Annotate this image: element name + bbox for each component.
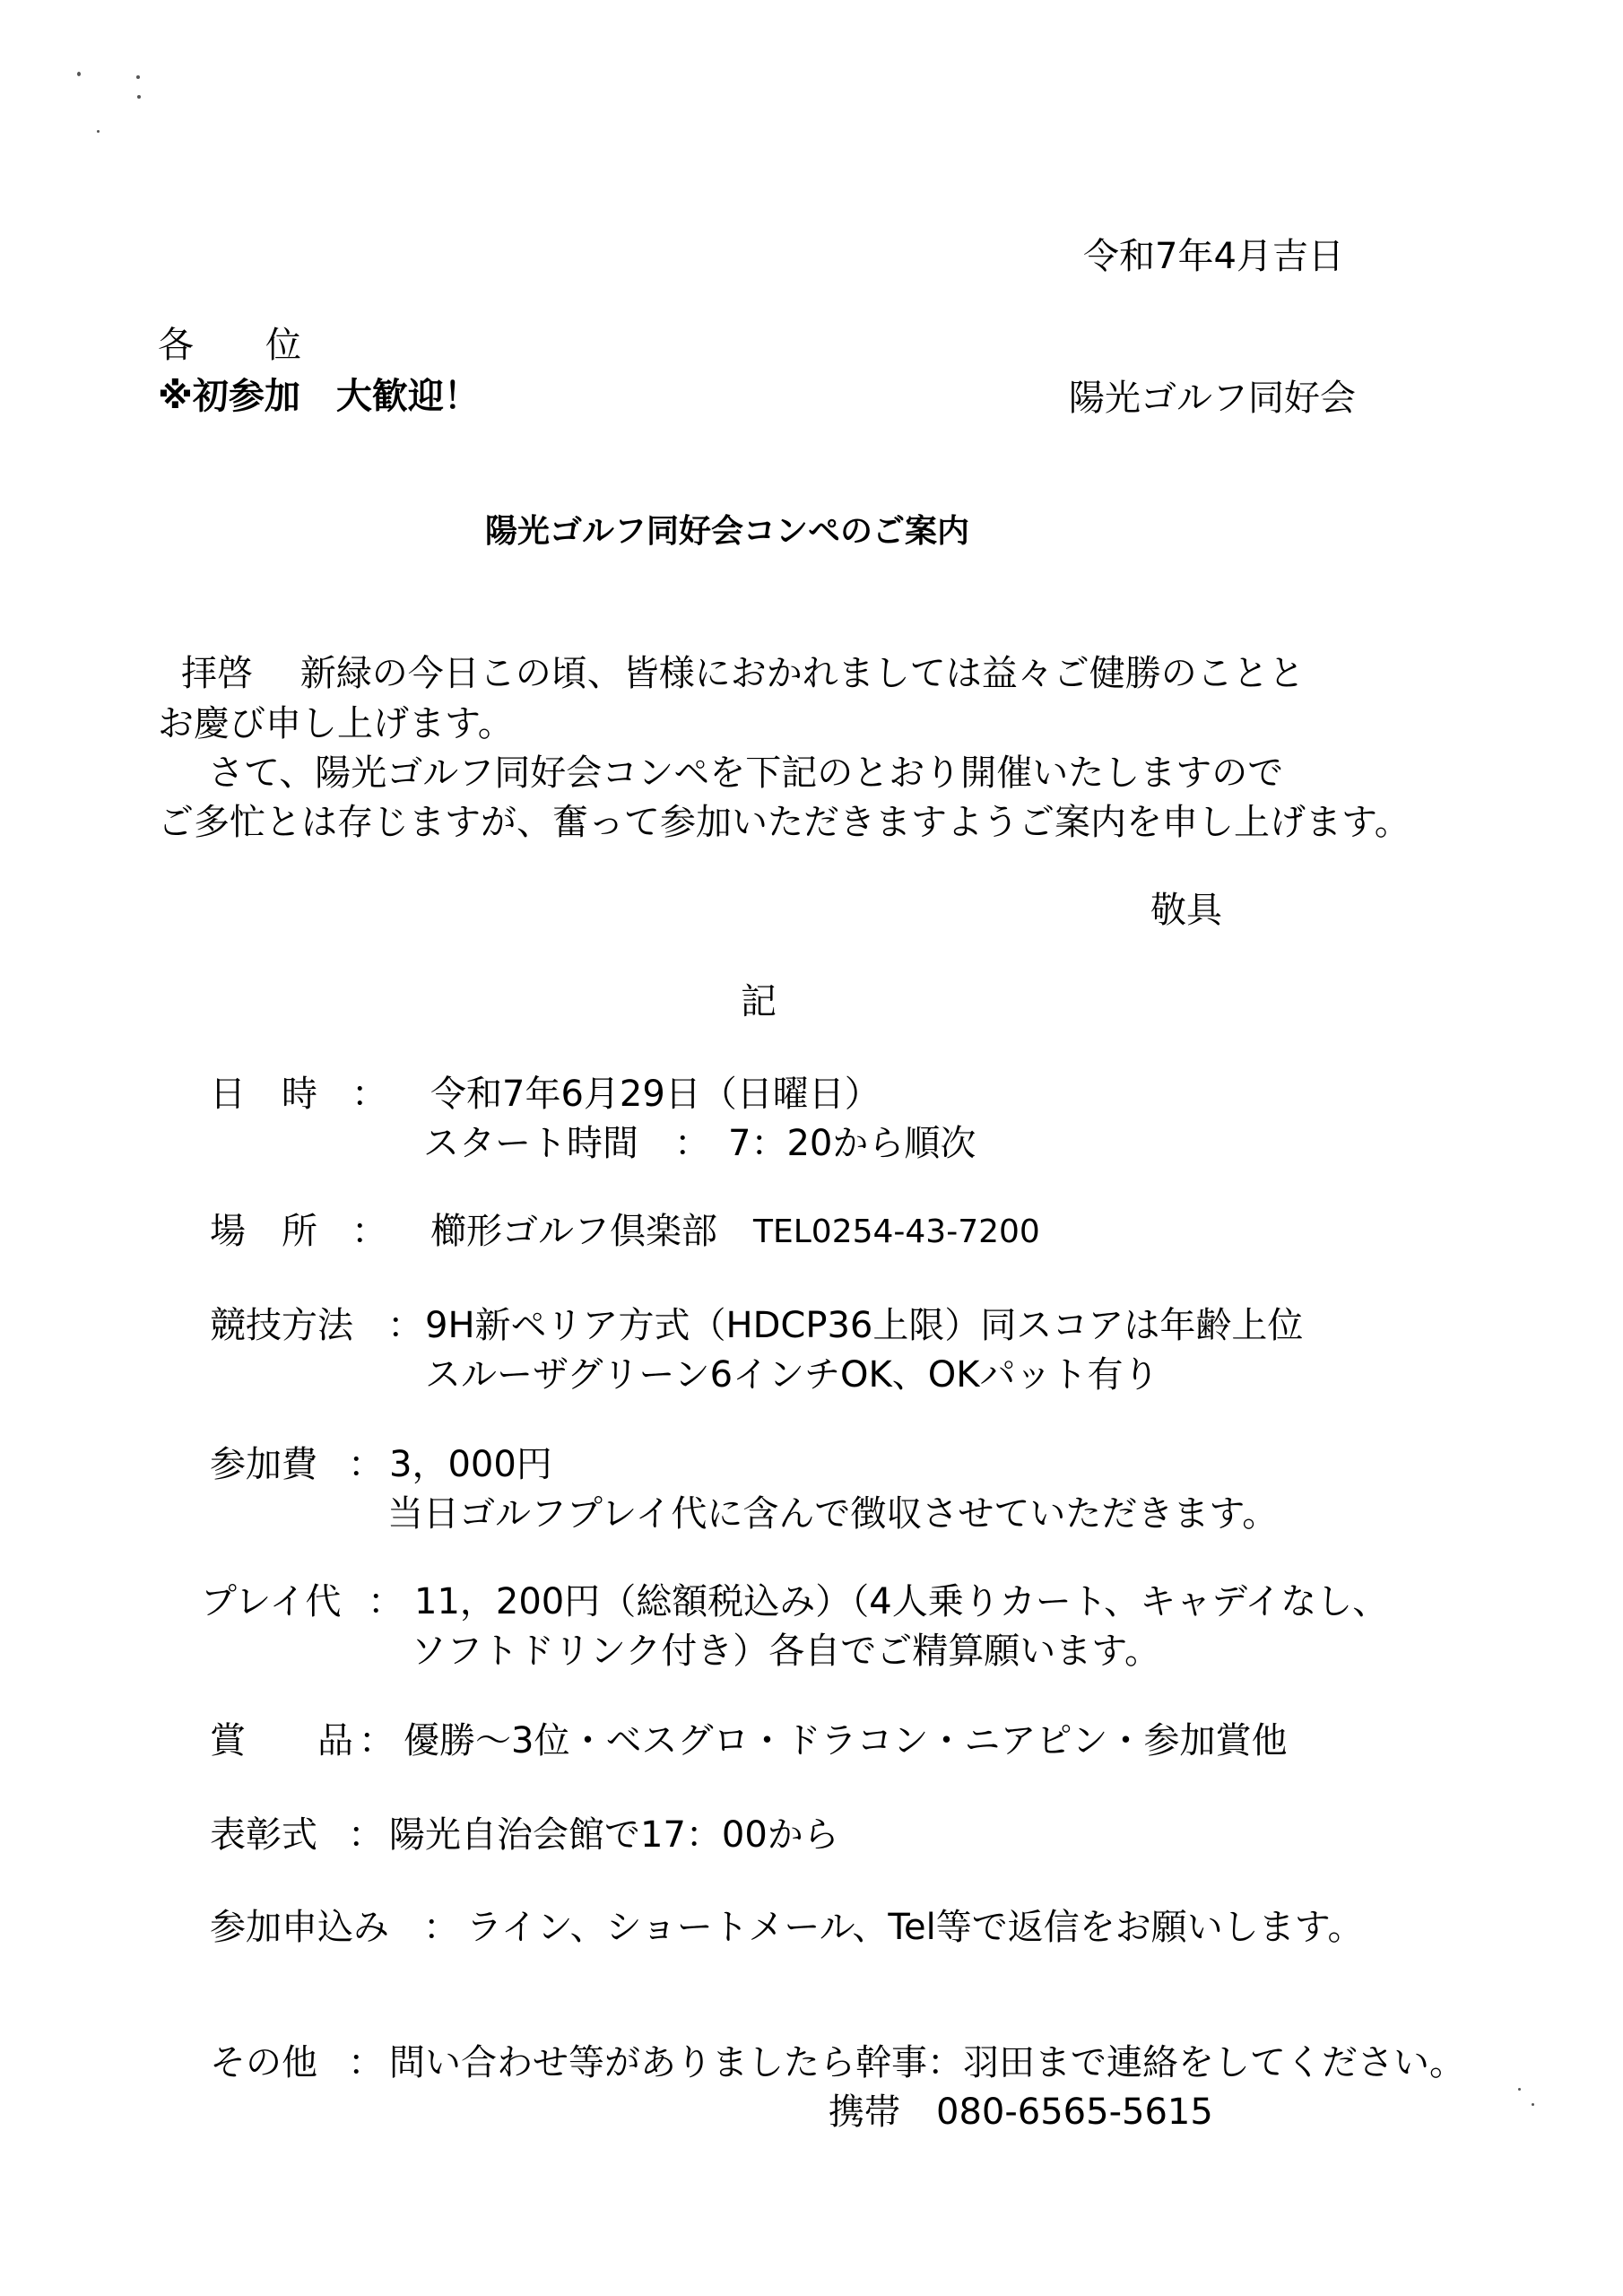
fee-label: 参加費 bbox=[210, 1444, 317, 1485]
other-separator: ： bbox=[348, 2042, 384, 2083]
page-title: 陽光ゴルフ同好会コンペのご案内 bbox=[485, 513, 970, 550]
scan-speck bbox=[97, 130, 100, 133]
ki-heading: 記 bbox=[741, 981, 777, 1022]
prize-label: 賞 品 bbox=[210, 1720, 353, 1761]
start-time-value: スタート時間 ： 7：20から順次 bbox=[423, 1123, 976, 1164]
fee-note: 当日ゴルフプレイ代に含んで徴収させていただきます。 bbox=[387, 1493, 1279, 1535]
apply-value: ライン、ショートメール、Tel等で返信をお願いします。 bbox=[466, 1907, 1364, 1948]
document-date: 令和7年4月吉日 bbox=[1083, 236, 1344, 277]
ceremony-value: 陽光自治会館で17：00から bbox=[389, 1814, 839, 1856]
play-fee-note: ソフトドリンク付き）各自でご精算願います。 bbox=[411, 1631, 1160, 1672]
scan-speck bbox=[77, 72, 81, 76]
welcome-note: ※初参加 大歓迎！ bbox=[158, 376, 480, 417]
recipient-line: 各 位 bbox=[158, 325, 301, 366]
scan-speck bbox=[1532, 2103, 1534, 2106]
scan-speck bbox=[137, 95, 141, 99]
body-line-4: ご多忙とは存じますが、奮って参加いただきますようご案内を申し上げます。 bbox=[158, 802, 1410, 843]
body-line-3: さて、陽光ゴルフ同好会コンペを下記のとおり開催いたしますので bbox=[208, 752, 1284, 794]
place-tel: TEL0254-43-7200 bbox=[753, 1213, 1040, 1250]
body-line-1: 拝啓 新緑の今日この頃、皆様におかれましては益々ご健勝のことと bbox=[181, 653, 1305, 694]
datetime-label: 日 時 bbox=[210, 1074, 317, 1115]
method-label: 競技方法 bbox=[210, 1305, 353, 1346]
place-label: 場 所 bbox=[210, 1211, 317, 1252]
other-label: その他 bbox=[210, 2042, 317, 2083]
place-separator: ： bbox=[352, 1211, 387, 1252]
datetime-separator: ： bbox=[352, 1074, 387, 1115]
fee-separator: ： bbox=[348, 1444, 384, 1485]
scan-speck bbox=[1518, 2088, 1521, 2091]
other-value: 問い合わせ等がありましたら幹事：羽田まで連絡をしてください。 bbox=[389, 2042, 1465, 2083]
prize-separator: ： bbox=[359, 1720, 395, 1761]
fee-value: 3，000円 bbox=[389, 1444, 552, 1485]
ceremony-separator: ： bbox=[348, 1814, 384, 1856]
body-line-2: お慶び申し上げます。 bbox=[158, 703, 514, 744]
place-value: 櫛形ゴルフ倶楽部 bbox=[430, 1211, 717, 1252]
closing-keigu: 敬具 bbox=[1150, 890, 1222, 931]
apply-label: 参加申込み bbox=[210, 1907, 389, 1948]
play-fee-value: 11，200円（総額税込み）（4人乗りカート、キャデイなし、 bbox=[414, 1581, 1389, 1622]
ceremony-label: 表彰式 bbox=[210, 1814, 317, 1856]
sender-name: 陽光ゴルフ同好会 bbox=[1069, 378, 1356, 419]
play-fee-separator: ： bbox=[368, 1581, 404, 1622]
contact-mobile: 携帯 080-6565-5615 bbox=[829, 2092, 1213, 2133]
method-detail: スルーザグリーン6インチOK、OKパット有り bbox=[425, 1354, 1159, 1396]
apply-separator: ： bbox=[423, 1907, 459, 1948]
scan-speck bbox=[136, 75, 140, 79]
method-separator: ： bbox=[387, 1305, 423, 1346]
datetime-value: 令和7年6月29日（日曜日） bbox=[430, 1074, 881, 1115]
prize-value: 優勝～3位・ベスグロ・ドラコン・ニアピン・参加賞他 bbox=[404, 1720, 1288, 1761]
play-fee-label: プレイ代 bbox=[201, 1581, 342, 1622]
method-value: 9H新ペリア方式（HDCP36上限）同スコアは年齢上位 bbox=[425, 1305, 1304, 1346]
